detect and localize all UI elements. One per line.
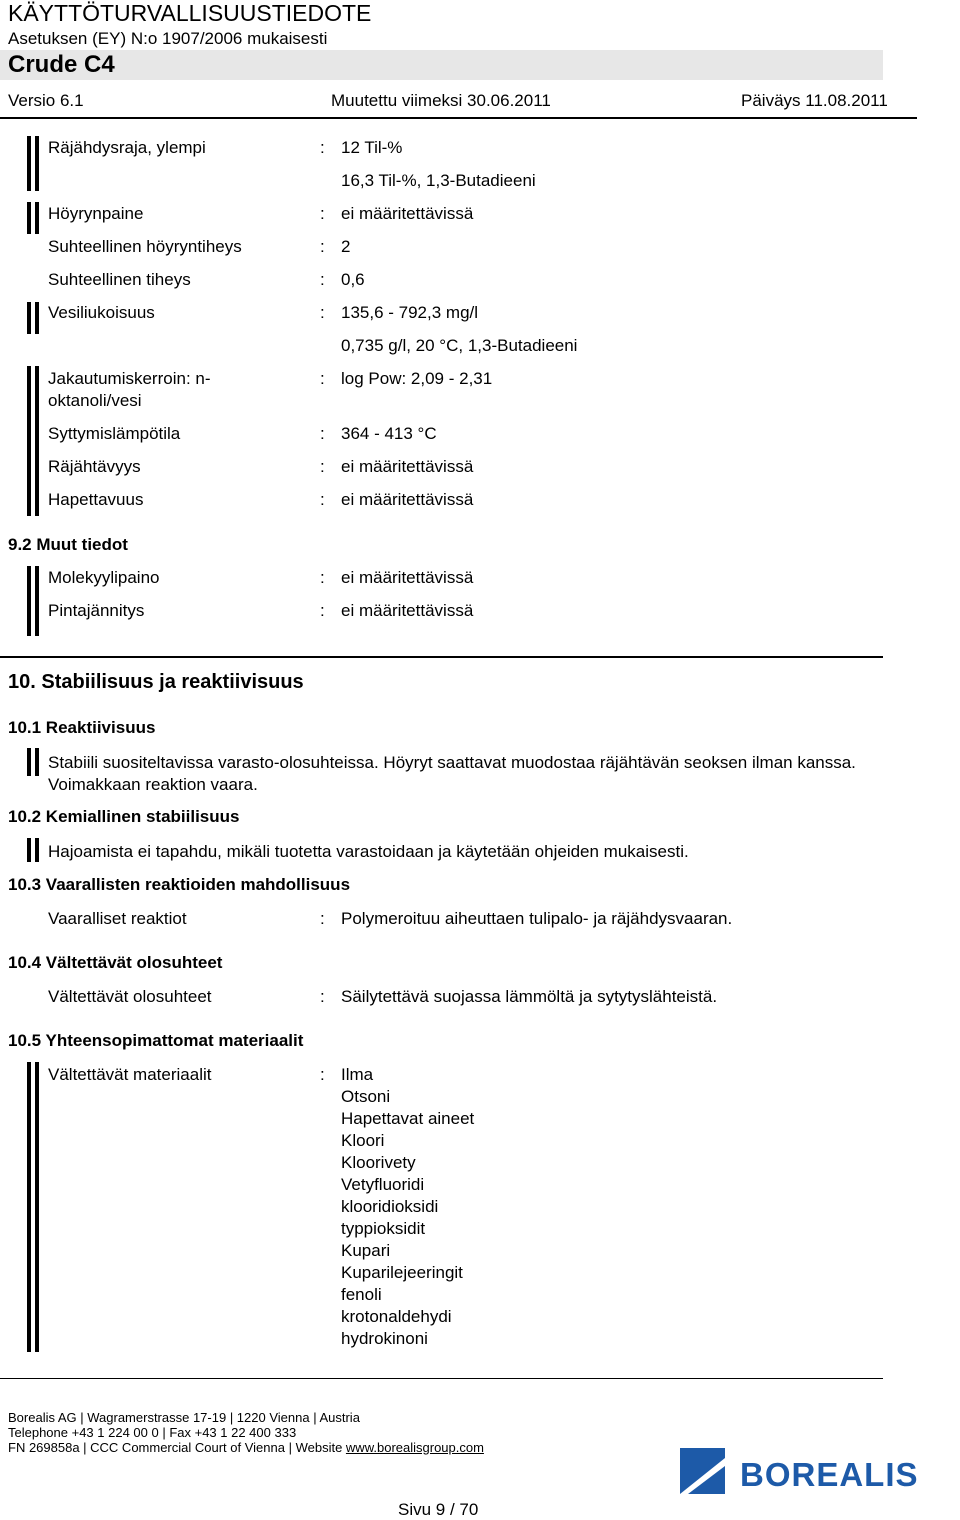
property-colon: :	[320, 909, 325, 928]
property-colon: :	[320, 987, 325, 1006]
website-link[interactable]: www.borealisgroup.com	[345, 1440, 484, 1455]
material-item: Otsoni	[341, 1087, 391, 1106]
property-value: 2	[341, 237, 351, 256]
revision-bar	[35, 1062, 39, 1352]
material-item: typpioksidit	[341, 1219, 426, 1238]
property-colon: :	[320, 490, 325, 509]
property-value: ei määritettävissä	[341, 490, 474, 509]
property-colon: :	[320, 204, 325, 223]
product-name: Crude C4	[8, 51, 115, 78]
property-label: Jakautumiskerroin: n-	[48, 369, 211, 388]
revision-bar	[35, 202, 39, 234]
revision-bar	[35, 748, 39, 776]
material-item: Hapettavat aineet	[341, 1109, 475, 1128]
revision-bar	[35, 366, 39, 516]
document-title: KÄYTTÖTURVALLISUUSTIEDOTE	[8, 0, 372, 26]
footer-phone: Telephone +43 1 224 00 0 | Fax +43 1 22 400 333	[8, 1425, 297, 1440]
property-value: ei määritettävissä	[341, 204, 474, 223]
revision-bar	[27, 302, 31, 334]
revision-bar	[27, 566, 31, 636]
footer-registry-text: FN 269858a | CCC Commercial Court of Vienna | Website	[8, 1440, 346, 1455]
property-value: Polymeroituu aiheuttaen tulipalo- ja räjähdysvaaran.	[341, 909, 733, 928]
reactivity-text: Stabiili suositeltavissa varasto-olosuhteissa. Höyryt saattavat muodostaa räjähtävän seoksen ilman kanssa. Voimakkaan reaktion vaara.	[48, 753, 856, 794]
property-label: Suhteellinen höyryntiheys	[48, 237, 242, 256]
material-item: fenoli	[341, 1285, 382, 1304]
property-colon: :	[320, 457, 325, 476]
modified-label: Muutettu viimeksi 30.06.2011	[331, 91, 551, 110]
property-label: oktanoli/vesi	[48, 391, 142, 410]
property-label: Vesiliukoisuus	[48, 303, 155, 322]
product-bar	[0, 50, 883, 80]
property-value: 16,3 Til-%, 1,3-Butadieeni	[341, 171, 536, 190]
footer-registry	[8, 1440, 484, 1456]
property-label: Vältettävät materiaalit	[48, 1065, 212, 1084]
material-item: Ilma	[341, 1065, 374, 1084]
revision-bar	[27, 838, 31, 862]
section-divider	[0, 656, 883, 658]
document-subtitle: Asetuksen (EY) N:o 1907/2006 mukaisesti	[8, 29, 328, 48]
property-label: Höyrynpaine	[48, 204, 144, 223]
property-label: Vaaralliset reaktiot	[48, 909, 187, 928]
material-item: Vetyfluoridi	[341, 1175, 425, 1194]
property-value: 12 Til-%	[341, 138, 403, 157]
version-label: Versio 6.1	[8, 91, 84, 110]
revision-bar	[27, 202, 31, 234]
property-value: log Pow: 2,09 - 2,31	[341, 369, 493, 388]
property-colon: :	[320, 568, 325, 587]
section-heading-10-4: 10.4 Vältettävät olosuhteet	[8, 953, 223, 972]
material-item: klooridioksidi	[341, 1197, 439, 1216]
property-colon: :	[320, 424, 325, 443]
page-number: Sivu 9 / 70	[398, 1500, 479, 1519]
revision-bar	[35, 566, 39, 636]
property-label: Suhteellinen tiheys	[48, 270, 191, 289]
stability-text: Hajoamista ei tapahdu, mikäli tuotetta varastoidaan ja käytetään ohjeiden mukaisesti.	[48, 842, 689, 861]
property-value: 0,6	[341, 270, 365, 289]
property-label: Räjähtävyys	[48, 457, 141, 476]
revision-bar	[27, 1062, 31, 1352]
property-label: Räjähdysraja, ylempi	[48, 138, 206, 157]
footer-address: Borealis AG | Wagramerstrasse 17-19 | 1220 Vienna | Austria	[8, 1410, 360, 1425]
property-label: Molekyylipaino	[48, 568, 160, 587]
material-item: Kupari	[341, 1241, 391, 1260]
property-colon: :	[320, 369, 325, 388]
property-colon: :	[320, 270, 325, 289]
section-heading-10-1: 10.1 Reaktiivisuus	[8, 718, 156, 737]
material-item: Kuparilejeeringit	[341, 1263, 463, 1282]
material-item: Kloorivety	[341, 1153, 416, 1172]
material-item: hydrokinoni	[341, 1329, 428, 1348]
section-heading-9-2: 9.2 Muut tiedot	[8, 535, 128, 554]
property-label: Pintajännitys	[48, 601, 145, 620]
material-item: krotonaldehydi	[341, 1307, 452, 1326]
section-heading-10: 10. Stabiilisuus ja reaktiivisuus	[8, 671, 304, 693]
revision-bar	[27, 136, 31, 191]
borealis-logo-text: BOREALIS	[740, 1456, 919, 1493]
property-value: 0,735 g/l, 20 °C, 1,3-Butadieeni	[341, 336, 578, 355]
property-value: ei määritettävissä	[341, 568, 474, 587]
property-value: 135,6 - 792,3 mg/l	[341, 303, 479, 322]
property-label: Syttymislämpötila	[48, 424, 181, 443]
revision-bar	[27, 366, 31, 516]
property-value: 364 - 413 °C	[341, 424, 437, 443]
revision-bar	[35, 136, 39, 191]
property-colon: :	[320, 237, 325, 256]
property-value: Säilytettävä suojassa lämmöltä ja sytytyslähteistä.	[341, 987, 718, 1006]
property-colon: :	[320, 138, 325, 157]
revision-bar	[35, 302, 39, 334]
borealis-logo-icon	[680, 1448, 725, 1494]
property-value: ei määritettävissä	[341, 457, 474, 476]
property-label: Vältettävät olosuhteet	[48, 987, 212, 1006]
property-colon: :	[320, 601, 325, 620]
property-colon: :	[320, 1065, 325, 1084]
revision-bar	[35, 838, 39, 862]
section-heading-10-2: 10.2 Kemiallinen stabiilisuus	[8, 807, 240, 826]
header-divider	[0, 117, 917, 119]
section-heading-10-5: 10.5 Yhteensopimattomat materiaalit	[8, 1031, 304, 1050]
date-label: Päiväys 11.08.2011	[741, 91, 888, 110]
property-value: ei määritettävissä	[341, 601, 474, 620]
property-label: Hapettavuus	[48, 490, 144, 509]
footer-divider	[0, 1378, 883, 1379]
revision-bar	[27, 748, 31, 776]
section-heading-10-3: 10.3 Vaarallisten reaktioiden mahdollisuus	[8, 875, 351, 894]
property-colon: :	[320, 303, 325, 322]
material-item: Kloori	[341, 1131, 385, 1150]
